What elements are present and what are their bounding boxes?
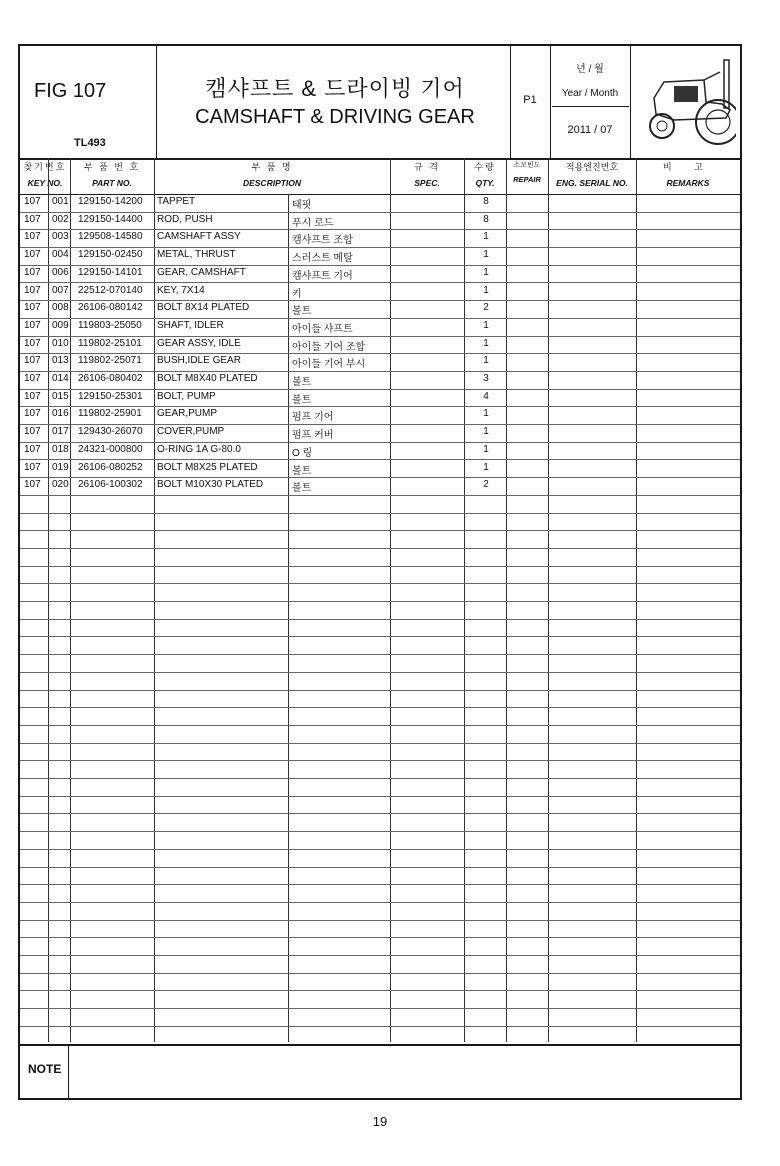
qty-cell: 1 [483,284,489,296]
description-cell: KEY, 7X14 [157,284,205,296]
figure-cell: 107 [24,319,41,331]
part-no-cell: 26106-100302 [78,479,143,491]
key-no-cell: 001 [52,196,69,207]
table-row [20,229,740,248]
description-korean-cell: 푸시 로드 [292,217,334,229]
description-korean-cell: 캠샤프트 조합 [292,235,353,247]
table-row [20,247,740,266]
figure-cell: 107 [24,231,41,243]
key-no-cell: 019 [52,461,69,473]
key-no-cell: 013 [52,355,69,367]
figure-cell: 107 [24,479,41,491]
key-no-cell: 014 [52,373,69,384]
key-no-cell: 003 [52,231,69,243]
year-month-label-korean: 년 / 월 [576,64,604,75]
part-no-cell: 26106-080402 [78,373,143,384]
table-row [20,265,740,284]
column-part-no: 부 품 번 호 PART NO. [83,162,141,188]
key-no-cell: 008 [52,302,69,314]
description-cell: SHAFT, IDLER [157,319,224,331]
note-box [20,1044,740,1100]
note-label: NOTE [28,1062,62,1076]
model-code: TL493 [74,137,106,149]
part-no-cell: 26106-080142 [78,302,143,314]
part-no-cell: 119802-25901 [78,408,142,420]
table-row [20,389,740,408]
description-korean-cell: 아이들 샤프트 [292,323,353,335]
description-korean-cell: 펌프 커버 [292,430,334,442]
table-row [20,672,740,691]
table-row [20,495,740,514]
key-no-cell: 018 [52,443,69,455]
table-row [20,637,740,656]
key-no-cell: 004 [52,249,69,261]
part-no-cell: 119802-25101 [78,337,142,349]
part-no-cell: 129150-25301 [78,390,143,402]
table-row [20,973,740,992]
qty-cell: 2 [483,302,489,314]
qty-cell: 1 [483,426,489,438]
year-month-label: Year / Month [561,88,619,99]
column-spec: 규 격 SPEC. [414,162,440,188]
table-row [20,814,740,833]
figure-cell: 107 [24,266,41,278]
key-no-cell: 010 [52,337,69,349]
description-cell: GEAR ASSY, IDLE [157,337,241,349]
description-korean-cell: 스러스트 메탈 [292,253,353,265]
year-month-value: 2011 / 07 [567,124,613,136]
description-korean-cell: 아이들 기어 부시 [292,359,366,371]
description-cell: METAL, THRUST [157,249,236,261]
description-cell: CAMSHAFT ASSY [157,231,241,243]
description-korean-cell: 태핏 [292,200,312,211]
description-cell: BUSH,IDLE GEAR [157,355,241,367]
key-no-cell: 007 [52,284,69,296]
key-no-cell: 009 [52,319,69,331]
qty-cell: 1 [483,319,489,331]
description-korean-cell: 캠샤프트 기어 [292,270,353,282]
table-row [20,619,740,638]
part-no-cell: 22512-070140 [78,284,143,296]
description-korean-cell: 아이들 기어 조합 [292,341,366,353]
table-row [20,513,740,532]
table-row [20,194,740,213]
qty-cell: 1 [483,231,489,243]
figure-cell: 107 [24,461,41,473]
figure-cell: 107 [24,390,41,402]
title-korean: 캠샤프트 & 드라이빙 기어 [205,76,465,101]
table-row [20,707,740,726]
table-row [20,477,740,496]
table-row [20,530,740,549]
description-cell: BOLT M8X40 PLATED [157,373,258,384]
description-cell: GEAR, CAMSHAFT [157,266,246,278]
part-no-cell: 129150-14400 [78,213,143,225]
qty-cell: 1 [483,337,489,349]
column-repair: 소모빈도 REPAIR [513,162,541,184]
table-row [20,796,740,815]
description-korean-cell: 볼트 [292,306,312,318]
description-korean-cell: 볼트 [292,465,312,477]
description-cell: GEAR,PUMP [157,408,218,420]
table-row [20,283,740,302]
description-korean-cell: O 링 [292,447,313,459]
table-row [20,920,740,939]
table-row [20,548,740,567]
page-number: 19 [372,1114,388,1129]
description-cell: ROD, PUSH [157,213,213,225]
description-korean-cell: 볼트 [292,483,312,495]
description-cell: TAPPET [157,196,196,207]
figure-cell: 107 [24,213,41,225]
table-row [20,212,740,231]
table-row [20,902,740,921]
part-no-cell: 129430-26070 [78,426,143,438]
figure-cell: 107 [24,443,41,455]
title-english: CAMSHAFT & DRIVING GEAR [195,106,475,128]
qty-cell: 1 [483,249,489,261]
description-korean-cell: 키 [292,288,302,300]
table-row [20,760,740,779]
column-serial: 적용엔진번호 ENG. SERIAL NO. [556,162,628,188]
key-no-cell: 006 [52,266,69,278]
part-no-cell: 119803-25050 [78,319,142,331]
figure-cell: 107 [24,337,41,349]
figure-cell: 107 [24,196,41,207]
description-cell: BOLT M8X25 PLATED [157,461,258,473]
table-row [20,371,740,390]
qty-cell: 1 [483,443,489,455]
description-korean-cell: 펌프 기어 [292,412,334,424]
sheet-header [20,46,740,160]
qty-cell: 8 [483,196,489,207]
table-row [20,778,740,797]
table-row [20,601,740,620]
table-row [20,955,740,974]
parts-sheet [18,44,742,1100]
table-row [20,849,740,868]
column-remarks: 비 고 REMARKS [663,162,713,188]
description-cell: O-RING 1A G-80.0 [157,443,241,455]
sheet-page: P1 [523,94,537,106]
table-row [20,424,740,443]
part-no-cell: 26106-080252 [78,461,143,473]
key-no-cell: 020 [52,479,69,491]
table-row [20,406,740,425]
table-row [20,991,740,1010]
qty-cell: 8 [483,213,489,225]
qty-cell: 1 [483,266,489,278]
description-cell: COVER,PUMP [157,426,225,438]
table-row [20,318,740,337]
description-cell: BOLT, PUMP [157,390,216,402]
tractor-icon [634,52,736,153]
qty-cell: 3 [483,373,489,384]
table-row [20,460,740,479]
table-row [20,867,740,886]
table-row [20,353,740,372]
table-row [20,725,740,744]
qty-cell: 1 [483,355,489,367]
table-row [20,690,740,709]
part-no-cell: 129508-14580 [78,231,143,243]
description-cell: BOLT 8X14 PLATED [157,302,250,314]
table-row [20,831,740,850]
figure-cell: 107 [24,355,41,367]
key-no-cell: 015 [52,390,69,402]
part-no-cell: 129150-02450 [78,249,143,261]
table-row [20,1008,740,1027]
qty-cell: 1 [483,408,489,420]
key-no-cell: 002 [52,213,69,225]
table-row [20,654,740,673]
figure-cell: 107 [24,373,41,384]
key-no-cell: 017 [52,426,69,438]
table-row [20,1026,740,1045]
column-qty: 수량 QTY. [474,162,496,188]
part-no-cell: 129150-14200 [78,196,143,207]
figure-cell: 107 [24,249,41,261]
figure-cell: 107 [24,302,41,314]
part-no-cell: 129150-14101 [78,266,143,278]
table-row [20,743,740,762]
figure-cell: 107 [24,426,41,438]
description-korean-cell: 볼트 [292,377,312,388]
description-korean-cell: 볼트 [292,394,312,406]
key-no-cell: 016 [52,408,69,420]
table-row [20,442,740,461]
column-key: 찾기번호 KEY NO. [23,162,67,188]
part-no-cell: 119802-25071 [78,355,142,367]
column-header-row [20,158,740,195]
figure-cell: 107 [24,408,41,420]
table-row [20,937,740,956]
qty-cell: 2 [483,479,489,491]
figure-cell: 107 [24,284,41,296]
description-cell: BOLT M10X30 PLATED [157,479,264,491]
qty-cell: 4 [483,390,489,402]
figure-number: FIG 107 [34,80,107,102]
table-row [20,583,740,602]
table-row [20,336,740,355]
qty-cell: 1 [483,461,489,473]
table-row [20,884,740,903]
table-row [20,300,740,319]
column-description: 부 품 명 DESCRIPTION [242,162,302,188]
part-no-cell: 24321-000800 [78,443,143,455]
table-row [20,566,740,585]
